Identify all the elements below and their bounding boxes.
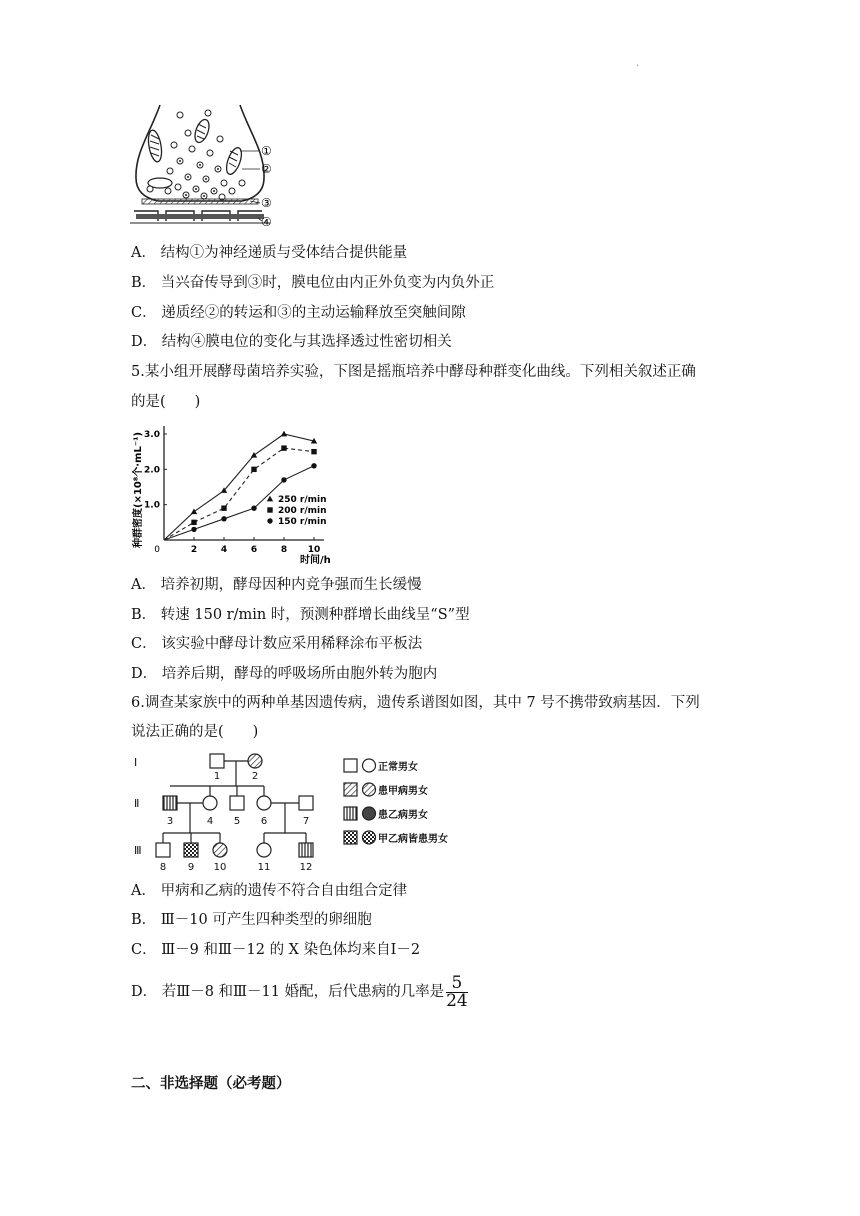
x-tick-label: 8	[280, 545, 288, 555]
label-2: ②	[261, 162, 272, 176]
data-point	[251, 467, 256, 472]
x-tick-label: 4	[220, 545, 228, 555]
legend-marker-0	[267, 496, 273, 502]
label-3: ③	[261, 196, 272, 210]
y-tick-label: 2.0	[144, 465, 160, 476]
q6-option-a: A． 甲病和乙病的遗传不符合自由组合定律	[131, 883, 408, 899]
pedigree-num-6: 6	[260, 816, 268, 827]
legend-marker-1	[267, 507, 272, 512]
legend-both: 甲乙病皆患男女	[378, 834, 448, 845]
label-1: ①	[261, 144, 272, 158]
fraction-denominator: 24	[446, 990, 468, 1011]
pedigree-num-4: 4	[206, 816, 214, 827]
generation-3: Ⅲ	[134, 844, 142, 857]
q4-option-d: D． 结构④膜电位的变化与其选择透过性密切相关	[131, 334, 452, 350]
pedigree-num-7: 7	[302, 816, 310, 827]
q5-option-d: D． 培养后期，酵母的呼吸场所由胞外转为胞内	[131, 666, 438, 682]
data-point	[221, 516, 226, 521]
pedigree-num-2: 2	[251, 771, 259, 782]
synapse-figure	[130, 103, 280, 233]
y-tick-label: 3.0	[144, 430, 160, 440]
pedigree-num-12: 12	[299, 862, 313, 873]
data-point	[191, 509, 197, 515]
q5-option-c: C． 该实验中酵母计数应采用稀释涂布平板法	[131, 636, 423, 652]
q6-option-d-row	[131, 972, 468, 1012]
section-2-title: 二、非选择题（必考题）	[131, 1075, 291, 1092]
pedigree-num-3: 3	[166, 816, 174, 827]
mitochondrion-top	[192, 118, 211, 145]
x-tick-label: 2	[190, 545, 198, 555]
q5-stem-line2: 的是( )	[131, 394, 201, 410]
pedigree-num-5: 5	[233, 816, 241, 827]
q5-option-a: A． 培养初期，酵母因种内竞争强而生长缓慢	[131, 577, 422, 593]
data-point	[191, 520, 196, 525]
data-point	[281, 431, 287, 437]
data-point	[311, 463, 316, 468]
legend-disease-a: 患甲病男女	[378, 786, 428, 797]
q5-stem-line1: 5.某小组开展酵母菌培养实验，下图是摇瓶培养中酵母种群变化曲线。下列相关叙述正确	[131, 364, 696, 380]
pedigree-num-9: 9	[187, 862, 195, 873]
y-tick-label: 1.0	[144, 500, 160, 511]
pedigree-num-1: 1	[213, 771, 221, 782]
data-point	[281, 477, 286, 482]
q6-option-b: B． Ⅲ－10 可产生四种类型的卵细胞	[131, 912, 372, 928]
data-point	[281, 445, 286, 450]
data-point	[251, 506, 256, 511]
fraction-numerator: 5	[451, 972, 463, 993]
legend-label-2: 150 r/min	[278, 517, 327, 527]
generation-2: Ⅱ	[134, 797, 140, 810]
pedigree-chart	[130, 750, 470, 880]
mitochondrion-right	[224, 146, 245, 176]
q4-option-c: C． 递质经②的转运和③的主动运输释放至突触间隙	[131, 305, 466, 321]
legend-marker-2	[267, 518, 272, 523]
q6-option-c: C． Ⅲ－9 和Ⅲ－12 的 X 染色体均来自Ⅰ－2	[131, 942, 421, 958]
chart-ylabel: 种群密度(×10⁸个·mL⁻¹)	[133, 431, 144, 548]
probability-fraction	[446, 972, 468, 1011]
yeast-growth-chart	[130, 420, 360, 570]
mitochondrion-left	[146, 129, 163, 163]
q5-option-b: B． 转速 150 r/min 时，预测种群增长曲线呈“S”型	[131, 607, 470, 623]
data-point	[311, 449, 316, 454]
legend-label-1: 200 r/min	[278, 506, 327, 516]
postsynaptic-membrane	[130, 211, 270, 223]
header-dot: .	[636, 58, 640, 69]
data-point	[221, 506, 226, 511]
q4-option-b: B． 当兴奋传导到③时，膜电位由内正外负变为内负外正	[131, 275, 495, 291]
x-tick-label: 6	[250, 545, 258, 555]
q6-stem-line2: 说法正确的是( )	[131, 724, 259, 740]
origin-label: 0	[154, 545, 160, 555]
x-tick-label: 10	[307, 545, 321, 555]
legend-normal: 正常男女	[378, 762, 418, 773]
legend-label-0: 250 r/min	[278, 495, 327, 505]
pedigree-num-10: 10	[213, 862, 227, 873]
presynaptic-membrane	[142, 199, 258, 204]
data-point	[191, 527, 196, 532]
generation-1: Ⅰ	[134, 756, 138, 769]
chart-xlabel: 时间/h	[300, 555, 331, 566]
legend-disease-b: 患乙病男女	[378, 810, 428, 821]
q6-stem-line1: 6.调查某家族中的两种单基因遗传病，遗传系谱图如图，其中 7 号不携带致病基因．下列	[131, 695, 700, 711]
data-point	[251, 452, 257, 458]
q6-option-d: D． 若Ⅲ－8 和Ⅲ－11 婚配，后代患病的几率是	[131, 984, 445, 1000]
label-4: ④	[261, 215, 272, 229]
q4-option-a: A． 结构①为神经递质与受体结合提供能量	[131, 245, 408, 261]
pedigree-num-8: 8	[159, 862, 167, 873]
pedigree-num-11: 11	[257, 862, 271, 873]
